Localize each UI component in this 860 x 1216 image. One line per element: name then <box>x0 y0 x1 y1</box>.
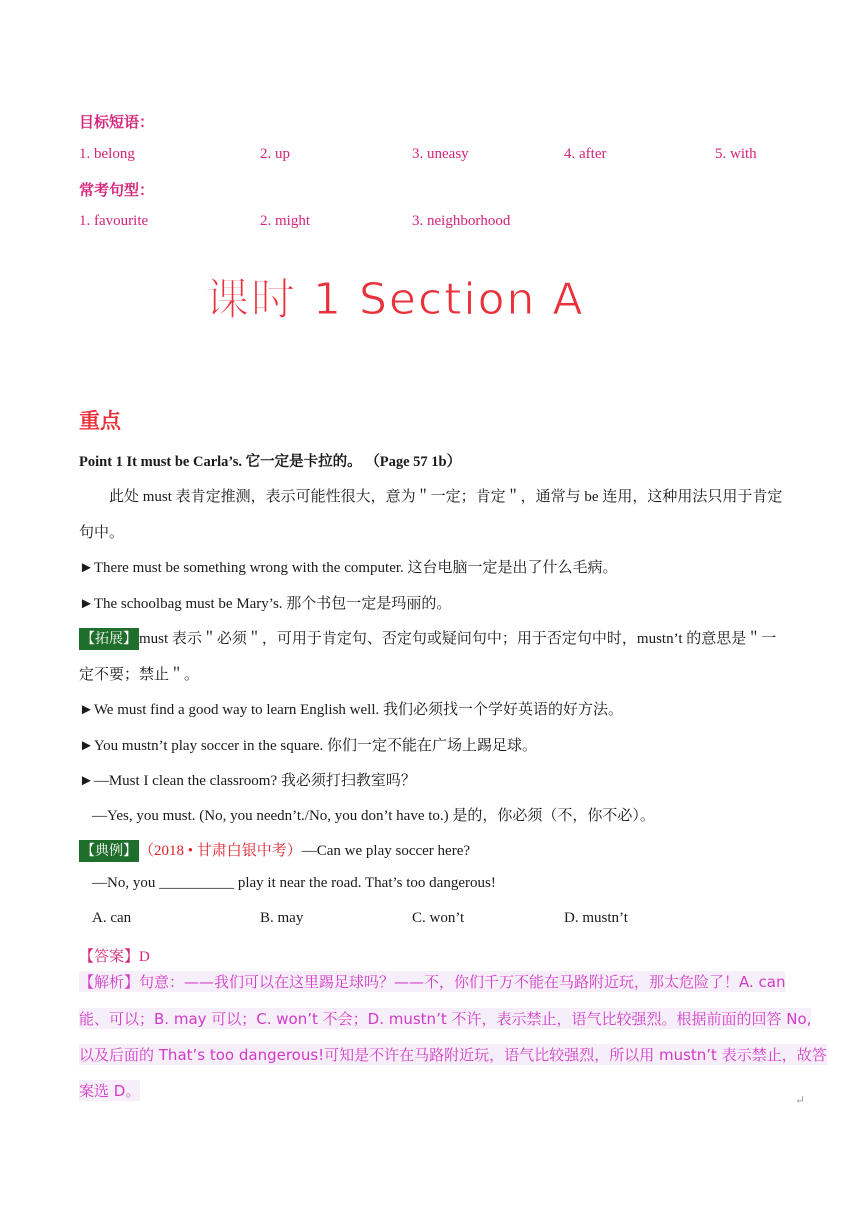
lesson-banner: 课时 1 Section A <box>205 274 585 325</box>
point1-title: Point 1 It must be Carla’s. 它一定是卡拉的。 （Page 57 1b） <box>79 454 462 470</box>
example-answer-line: —No, you __________ play it near the road. That’s too dangerous! <box>92 875 496 891</box>
example-question: —Can we play soccer here? <box>301 843 471 859</box>
phrase-item: 1. belong <box>79 146 135 162</box>
example-tag: 【典例】 <box>79 840 139 862</box>
option-b: B. may <box>260 910 304 926</box>
sentence-item: 3. neighborhood <box>412 213 511 229</box>
example-sentence-2: ►The schoolbag must be Mary’s. 那个书包一定是玛丽的。 <box>79 596 452 612</box>
phrase-item: 2. up <box>260 146 290 162</box>
extension-tag: 【拓展】 <box>79 628 139 650</box>
extension-line1 <box>79 627 776 650</box>
analysis-line-4: 案选 D。 <box>79 1082 141 1100</box>
phrase-item: 4. after <box>564 146 607 162</box>
phrase-item: 3. uneasy <box>412 146 469 162</box>
example-sentence-1: ►There must be something wrong with the computer. 这台电脑一定是出了什么毛病。 <box>79 560 618 576</box>
analysis-line-1: 【解析】句意：——我们可以在这里踢足球吗？——不，你们千万不能在马路附近玩，那太危险了！A. can <box>79 973 786 991</box>
option-c: C. won’t <box>412 910 465 926</box>
example-question-line <box>79 839 470 862</box>
phrase-item: 5. with <box>715 146 757 162</box>
example-sentence-4: ►You mustn’t play soccer in the square. 你们一定不能在广场上踢足球。 <box>79 738 538 754</box>
options-row <box>92 910 692 932</box>
paragraph-return-mark: ↵ <box>795 1093 806 1107</box>
answer-line: 【答案】D <box>79 949 150 965</box>
option-d: D. mustn’t <box>564 910 628 926</box>
option-a: A. can <box>92 910 132 926</box>
example-sentence-5: ►—Must I clean the classroom? 我必须打扫教室吗？ <box>79 773 416 789</box>
point1-explanation-line2: 句中。 <box>79 525 125 541</box>
common-sentences-heading: 常考句型： <box>79 181 155 199</box>
point1-explanation-line1: 此处 must 表肯定推测，表示可能性很大，意为＂一定；肯定＂，通常与 be 连用，这种用法只用于肯定 <box>109 489 783 505</box>
sentence-item: 2. might <box>260 213 311 229</box>
target-phrases-heading: 目标短语： <box>79 113 155 131</box>
analysis-line-2: 能、可以；B. may 可以；C. won’t 不会；D. mustn’t 不许，表示禁止，语气比较强烈。根据前面的回答 No, <box>79 1010 812 1028</box>
extension-text-1: must 表示＂必须＂，可用于肯定句、否定句或疑问句中；用于否定句中时，mustn’t 的意思是＂一 <box>139 631 777 647</box>
extension-line2: 定不要；禁止＂。 <box>79 667 200 683</box>
sentence-item: 1. favourite <box>79 213 149 229</box>
analysis-line-3: 以及后面的 That’s too dangerous!可知是不许在马路附近玩，语气比较强烈，所以用 mustn’t 表示禁止，故答 <box>79 1046 827 1064</box>
example-sentence-6: —Yes, you must. (No, you needn’t./No, you don’t have to.) 是的，你必须（不，你不必）。 <box>92 808 655 824</box>
section-title: 重点 <box>79 409 121 433</box>
example-sentence-3: ►We must find a good way to learn English well. 我们必须找一个学好英语的好方法。 <box>79 702 624 718</box>
example-source: （2018 • 甘肃白银中考） <box>139 843 302 859</box>
